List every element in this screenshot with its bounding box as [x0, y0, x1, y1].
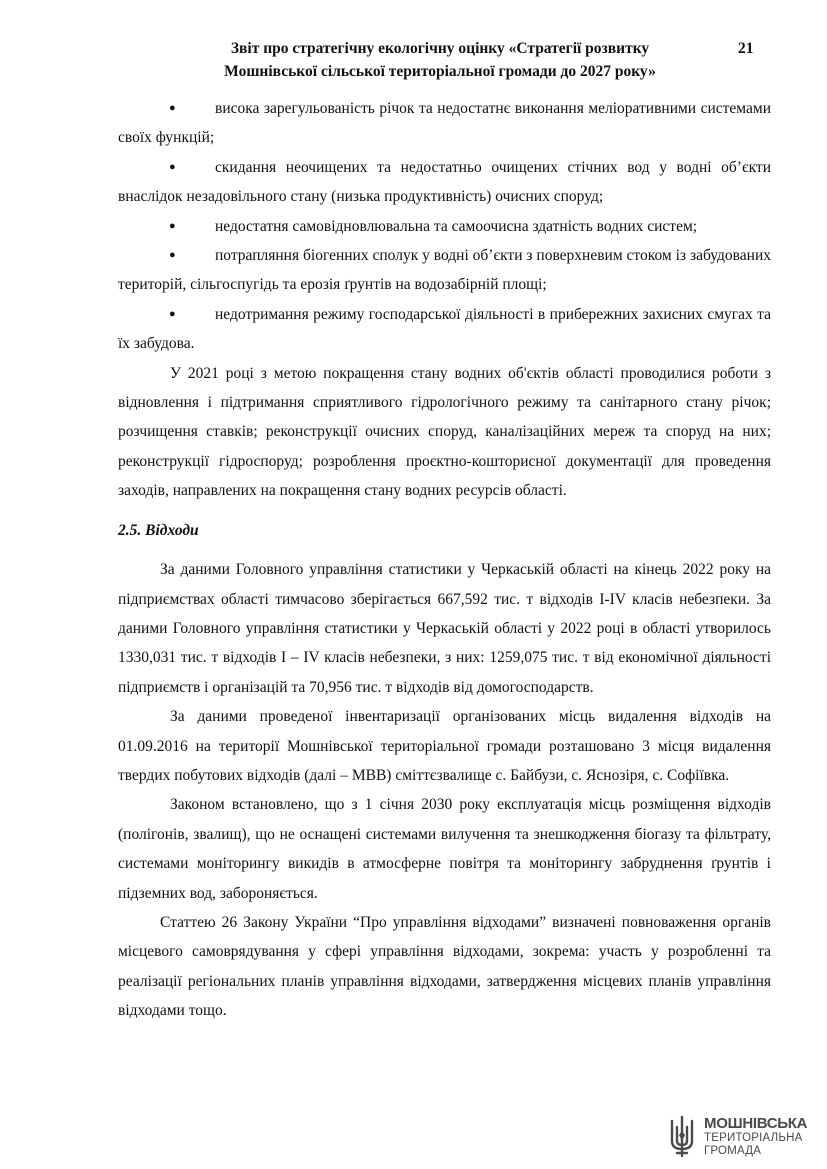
section-title: 2.5. Відходи: [118, 521, 199, 539]
bullet-item: [118, 241, 771, 300]
bullet-text: недотримання режиму господарської діяльності в прибережних захисних смугах та їх забудова.: [118, 305, 771, 353]
bullet-item: [118, 212, 771, 241]
header-title-line-2: Мошнівської сільської територіальної громади до 2027 року»: [224, 63, 656, 80]
paragraph-waste-law: Законом встановлено, що з 1 січня 2030 року експлуатація місць розміщення відходів (полігонів, звалищ), що не оснащені системами вилучення та знешкодження біогазу та фільтрату, системами моніторингу викидів в атмосферне повітря та моніторингу забруднення ґрунтів і підземних вод, забороняється.: [118, 796, 771, 902]
logo-text: [704, 1116, 807, 1158]
bullet-text: потрапляння біогенних сполук у водні об’єкти з поверхневим стоком із забудованих територій, сільгоспугідь та ерозія ґрунтів на водозабірній площі;: [118, 247, 771, 294]
header-title-line-1: Звіт про стратегічну екологічну оцінку «Стратегії розвитку: [230, 40, 650, 57]
document-body: [118, 94, 771, 1026]
paragraph-waste-inventory: За даними проведеної інвентаризації організованих місць видалення відходів на 01.09.2016 на території Мошнівської територіальної громади розташовано 3 місця видалення твердих побутових відходів (далі – МВВ) сміттєзвалище с. Байбузи, с. Яснозіря, с. Софіївка.: [118, 708, 771, 784]
bullet-icon: ●: [169, 249, 176, 262]
bullet-text: недостатня самовідновлювальна та самоочисна здатність водних систем;: [215, 217, 698, 235]
bullet-icon: ●: [169, 307, 176, 320]
bullet-text: висока зарегульованість річок та недостатнє виконання меліоративними системами своїх функцій;: [118, 100, 771, 147]
paragraph-water-measures: У 2021 році з метою покращення стану водних об'єктів області проводилися роботи з відновлення і підтримання сприятливого гідрологічного режиму та санітарного стану річок; розчищення ставків; реконструкції очисних споруд, каналізаційних мереж та споруд на них; реконструкції гідроспоруд; розроблення проєктно-кошторисної документації для проведення заходів, направлених на покращення стану водних ресурсів області.: [118, 364, 771, 500]
logo-line-1: МОШНІВСЬКА: [704, 1115, 808, 1132]
logo-line-2: ТЕРИТОРІАЛЬНА: [704, 1132, 803, 1144]
logo-line-3: ГРОМАДА: [704, 1145, 762, 1157]
bullet-item: [118, 153, 771, 212]
page-number: 21: [738, 40, 754, 57]
trident-emblem-icon: [666, 1115, 698, 1159]
bullet-icon: ●: [169, 219, 176, 232]
paragraph-local-authority: Статтею 26 Закону України “Про управління відходами” визначені повноваження органів місцевого самоврядування у сфері управління відходами, зокрема: участь у розробленні та реалізації регіональних планів управління відходами, затвердження місцевих планів управління відходами тощо.: [118, 913, 771, 1020]
bullet-item: [118, 300, 771, 359]
spacer: [118, 506, 771, 512]
bullet-icon: ●: [169, 102, 176, 114]
paragraph-waste-statistics: За даними Головного управління статистики у Черкаській області на кінець 2022 року на підприємствах області тимчасово зберігається 667,592 тис. т відходів I-IV класів небезпеки. За даними Головного управління статистики у Черкаській області у 2022 році в області утворилось 1330,031 тис. т відходів І – IV класів небезпеки, з них: 1259,075 тис. т від економічної діяльності підприємств і організацій та 70,956 тис. т відходів від домогосподарств.: [118, 561, 771, 696]
community-logo: [666, 1115, 816, 1163]
bullet-icon: ●: [169, 160, 176, 173]
bullet-item: [118, 94, 771, 153]
bullet-text: скидання неочищених та недостатньо очищених стічних вод у водні об’єкти внаслідок незадовільного стану (низька продуктивність) очисних споруд;: [118, 158, 771, 206]
